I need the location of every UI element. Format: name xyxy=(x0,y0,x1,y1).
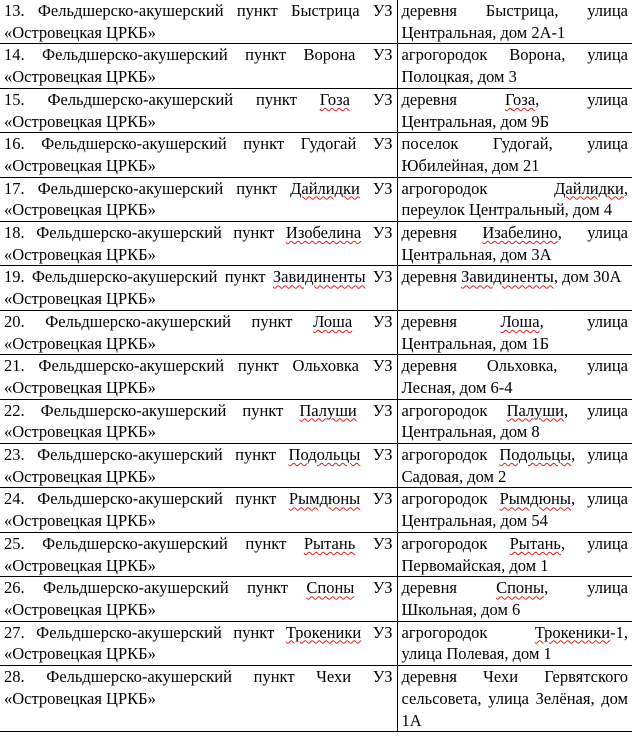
spellcheck-flag: Лоша xyxy=(500,311,540,331)
facility-name-cell: 28. Фельдшерско-акушерский пункт Чехи УЗ «Островецкая ЦРКБ» xyxy=(0,666,397,732)
row-number: 28 xyxy=(4,667,21,687)
facility-name: Фельдшерско-акушерский пункт Завидиненты УЗ «Островецкая ЦРКБ» xyxy=(4,267,397,309)
facility-name-cell: 15. Фельдшерско-акушерский пункт Гоза УЗ «Островецкая ЦРКБ» xyxy=(0,88,397,132)
facility-name: Фельдшерско-акушерский пункт Изобелина УЗ «Островецкая ЦРКБ» xyxy=(4,223,397,264)
facility-address: деревня Ольховка, улица Лесная, дом 6-4 xyxy=(401,356,633,397)
facility-name-cell: 23. Фельдшерско-акушерский пункт Подольцы УЗ «Островецкая ЦРКБ» xyxy=(0,444,397,488)
facility-address-cell xyxy=(397,532,632,576)
spellcheck-flag: Дайлидки xyxy=(554,178,624,198)
facility-address: агрогородок Рытань, улица Первомайская, дом 1 xyxy=(401,533,633,575)
facility-address-cell xyxy=(397,666,632,732)
spellcheck-flag: Завидиненты xyxy=(272,267,366,287)
table-row xyxy=(0,44,632,88)
spellcheck-flag: Трокеники xyxy=(534,622,611,642)
spellcheck-flag: Споны xyxy=(496,578,545,598)
spellcheck-flag: Гоза xyxy=(319,89,350,109)
facility-address: деревня Споны, улица Школьная, дом 6 xyxy=(401,578,633,619)
spellcheck-flag: Завидиненты xyxy=(461,267,554,287)
facility-name: Фельдшерско-акушерский пункт Ольховка УЗ «Островецкая ЦРКБ» xyxy=(4,356,397,397)
row-number: 15 xyxy=(4,89,21,109)
facility-address-cell xyxy=(397,88,632,132)
facility-address-cell xyxy=(397,310,632,354)
table-row xyxy=(0,399,632,443)
facility-name: Фельдшерско-акушерский пункт Гоза УЗ «Островецкая ЦРКБ» xyxy=(4,89,397,131)
facility-address-cell xyxy=(397,222,632,266)
table-row xyxy=(0,577,632,621)
facility-name: Фельдшерско-акушерский пункт Подольцы УЗ «Островецкая ЦРКБ» xyxy=(4,445,397,486)
table-row xyxy=(0,177,632,221)
facility-name-cell: 17. Фельдшерско-акушерский пункт Дайлидки УЗ «Островецкая ЦРКБ» xyxy=(0,177,397,221)
row-number: 14 xyxy=(4,45,21,65)
facility-address-cell xyxy=(397,355,632,399)
facility-address: деревня Изабелино, улица Центральная, дом 3А xyxy=(401,223,633,264)
facility-address-cell xyxy=(397,177,632,221)
facility-address: агрогородок Рымдюны, улица Центральная, дом 54 xyxy=(401,489,633,531)
spellcheck-flag: Споны xyxy=(306,578,355,598)
facility-name-cell: 13. Фельдшерско-акушерский пункт Быстрица УЗ «Островецкая ЦРКБ» xyxy=(0,0,397,44)
facility-address-cell xyxy=(397,399,632,443)
facility-address: поселок Гудогай, улица Юбилейная, дом 21 xyxy=(401,134,633,175)
facility-name-cell: 27. Фельдшерско-акушерский пункт Трокеники УЗ «Островецкая ЦРКБ» xyxy=(0,621,397,665)
row-number: 16 xyxy=(4,134,21,154)
spellcheck-flag: Подольцы xyxy=(499,445,572,465)
table-row xyxy=(0,666,632,732)
facility-name-cell: 18. Фельдшерско-акушерский пункт Изобелина УЗ «Островецкая ЦРКБ» xyxy=(0,222,397,266)
spellcheck-flag: Рымдюны xyxy=(499,489,571,509)
table-row xyxy=(0,532,632,576)
table-row xyxy=(0,355,632,399)
facility-name: Фельдшерско-акушерский пункт Гудогай УЗ «Островецкая ЦРКБ» xyxy=(4,134,397,175)
facility-address: агрогородок Трокеники-1, улица Полевая, дом 1 xyxy=(401,622,633,664)
spellcheck-flag: Рытань xyxy=(509,533,561,553)
facility-name: Фельдшерско-акушерский пункт Споны УЗ «Островецкая ЦРКБ» xyxy=(4,578,397,619)
facility-name-cell: 16. Фельдшерско-акушерский пункт Гудогай УЗ «Островецкая ЦРКБ» xyxy=(0,133,397,177)
table-row xyxy=(0,310,632,354)
facility-name-cell: 21. Фельдшерско-акушерский пункт Ольховка УЗ «Островецкая ЦРКБ» xyxy=(0,355,397,399)
facility-address-cell xyxy=(397,0,632,44)
facility-name-cell: 19. Фельдшерско-акушерский пункт Завидиненты УЗ «Островецкая ЦРКБ» xyxy=(0,266,397,310)
facility-address: агрогородок Палуши, улица Центральная, дом 8 xyxy=(401,400,633,442)
spellcheck-flag: Изобелина xyxy=(285,223,362,243)
spellcheck-flag: Лоша xyxy=(313,311,353,331)
row-number: 22 xyxy=(4,400,21,420)
table-row xyxy=(0,266,632,310)
facility-address: деревня Завидиненты, дом 30А xyxy=(401,267,622,287)
facility-address-cell xyxy=(397,621,632,665)
facility-name: Фельдшерско-акушерский пункт Рытань УЗ «Островецкая ЦРКБ» xyxy=(4,533,397,575)
spellcheck-flag: Изабелино xyxy=(482,223,558,243)
facility-name: Фельдшерско-акушерский пункт Лоша УЗ «Островецкая ЦРКБ» xyxy=(4,311,397,353)
facility-name: Фельдшерско-акушерский пункт Чехи УЗ «Островецкая ЦРКБ» xyxy=(4,667,397,708)
facility-name-cell: 26. Фельдшерско-акушерский пункт Споны УЗ «Островецкая ЦРКБ» xyxy=(0,577,397,621)
facility-name: Фельдшерско-акушерский пункт Дайлидки УЗ «Островецкая ЦРКБ» xyxy=(4,178,397,220)
facility-name-cell: 14. Фельдшерско-акушерский пункт Ворона УЗ «Островецкая ЦРКБ» xyxy=(0,44,397,88)
facility-name-cell: 24. Фельдшерско-акушерский пункт Рымдюны УЗ «Островецкая ЦРКБ» xyxy=(0,488,397,532)
facility-name: Фельдшерско-акушерский пункт Быстрица УЗ «Островецкая ЦРКБ» xyxy=(4,1,397,42)
facility-name: Фельдшерско-акушерский пункт Палуши УЗ «Островецкая ЦРКБ» xyxy=(4,400,397,442)
row-number: 19 xyxy=(4,267,21,287)
table-row xyxy=(0,444,632,488)
spellcheck-flag: Трокеники xyxy=(285,622,362,642)
row-number: 24 xyxy=(4,489,21,509)
facility-address: деревня Быстрица, улица Центральная, дом 2А-1 xyxy=(401,1,633,42)
facility-address: агрогородок Ворона, улица Полоцкая, дом 3 xyxy=(401,45,633,87)
facility-address-cell xyxy=(397,44,632,88)
facility-address: деревня Гоза, улица Центральная, дом 9Б xyxy=(401,89,633,131)
table-row xyxy=(0,0,632,44)
table-row xyxy=(0,621,632,665)
table-row xyxy=(0,222,632,266)
row-number: 21 xyxy=(4,356,21,376)
facility-address-cell xyxy=(397,444,632,488)
spellcheck-flag: Палуши xyxy=(506,400,564,420)
row-number: 18 xyxy=(4,223,21,243)
facility-address-cell xyxy=(397,488,632,532)
spellcheck-flag: Рымдюны xyxy=(288,489,361,509)
row-number: 23 xyxy=(4,445,21,465)
facility-address-cell xyxy=(397,577,632,621)
row-number: 26 xyxy=(4,578,21,598)
facility-address-cell xyxy=(397,266,632,310)
facility-address: деревня Лоша, улица Центральная, дом 1Б xyxy=(401,311,633,353)
facility-address: агрогородок Подольцы, улица Садовая, дом 2 xyxy=(401,445,633,486)
facility-name: Фельдшерско-акушерский пункт Ворона УЗ «Островецкая ЦРКБ» xyxy=(4,45,397,87)
row-number: 17 xyxy=(4,178,21,198)
table-row xyxy=(0,88,632,132)
table-row xyxy=(0,133,632,177)
spellcheck-flag: Гоза xyxy=(504,89,536,109)
facility-name: Фельдшерско-акушерский пункт Рымдюны УЗ «Островецкая ЦРКБ» xyxy=(4,489,397,531)
facility-name-cell: 22. Фельдшерско-акушерский пункт Палуши УЗ «Островецкая ЦРКБ» xyxy=(0,399,397,443)
row-number: 27 xyxy=(4,622,21,642)
facility-address: деревня Чехи Гервятского сельсовета, улица Зелёная, дом 1А xyxy=(401,667,633,730)
table-row xyxy=(0,488,632,532)
row-number: 13 xyxy=(4,1,21,20)
facility-name-cell: 25. Фельдшерско-акушерский пункт Рытань УЗ «Островецкая ЦРКБ» xyxy=(0,532,397,576)
spellcheck-flag: Дайлидки xyxy=(290,178,360,198)
spellcheck-flag: Рытань xyxy=(303,533,356,553)
facility-name-cell: 20. Фельдшерско-акушерский пункт Лоша УЗ «Островецкая ЦРКБ» xyxy=(0,310,397,354)
spellcheck-flag: Палуши xyxy=(299,400,357,420)
row-number: 20 xyxy=(4,311,21,331)
spellcheck-flag: Подольцы xyxy=(288,445,361,465)
facility-address-cell xyxy=(397,133,632,177)
facility-address: агрогородок Дайлидки, переулок Центральный, дом 4 xyxy=(401,178,633,220)
facility-name: Фельдшерско-акушерский пункт Трокеники УЗ «Островецкая ЦРКБ» xyxy=(4,622,397,664)
row-number: 25 xyxy=(4,533,21,553)
